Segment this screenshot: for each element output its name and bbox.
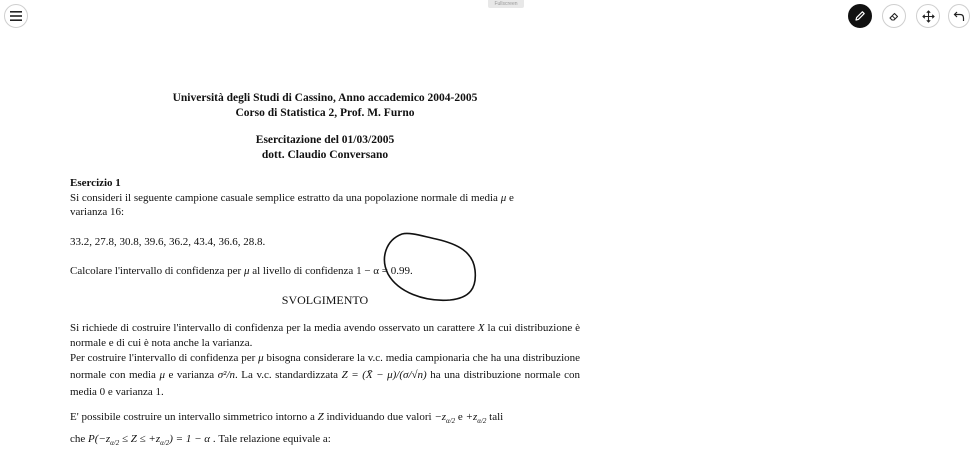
course-line: Corso di Statistica 2, Prof. M. Furno bbox=[235, 106, 415, 119]
undo-button[interactable] bbox=[948, 4, 970, 28]
confidence-formula: 1 − α = 0.99. bbox=[356, 265, 413, 277]
pen-tool-button[interactable] bbox=[848, 4, 872, 28]
question-line: Calcolare l'intervallo di confidenza per μ al livello di confidenza 1 − α = 0.99. bbox=[70, 265, 413, 277]
exercise-title: Esercizio 1 bbox=[70, 177, 121, 189]
fullscreen-tab[interactable]: Fullscreen bbox=[488, 0, 524, 8]
move-icon bbox=[922, 10, 935, 23]
move-tool-button[interactable] bbox=[916, 4, 940, 28]
session-header bbox=[70, 133, 580, 162]
eraser-tool-button[interactable] bbox=[882, 4, 906, 28]
sample-values: 33.2, 27.8, 30.8, 39.6, 36.2, 43.4, 36.6, 28.8. bbox=[70, 236, 266, 248]
pencil-icon bbox=[854, 10, 866, 22]
university-line: Università degli Studi di Cassino, Anno accademico 2004-2005 bbox=[172, 92, 478, 104]
solution-paragraph-2: Per costruire l'intervallo di confidenza per μ bisogna considerare la v.c. media campionaria che ha una distribuzione normale con media μ e varianza σ²/n. La v.c. standardizzata Z = (X̄ − μ)/(σ/√n) ha una distribuzione normale con media 0 e varianza 1. bbox=[70, 352, 581, 398]
solution-paragraph-1: Si richiede di costruire l'intervallo di confidenza per la media avendo osservato un carattere X la cui distribuzione è normale e di cui è nota anche la varianza. bbox=[70, 322, 581, 349]
svolgimento-heading: SVOLGIMENTO bbox=[281, 293, 369, 307]
session-date: Esercitazione del 01/03/2005 bbox=[255, 134, 395, 146]
exercise-text: Si consideri il seguente campione casuale semplice estratto da una popolazione normale di media μ e varianza 16: bbox=[70, 191, 514, 218]
session-author: dott. Claudio Conversano bbox=[261, 148, 389, 161]
course-header bbox=[70, 91, 580, 120]
exercise-block bbox=[70, 176, 580, 220]
menu-button[interactable] bbox=[4, 4, 28, 28]
solution-paragraph-3: E' possibile costruire un intervallo simmetrico intorno a Z individuando due valori $-z_{\alpha/2}$ $e +z_{\alpha/2}$ tali che $P(-z_{\alpha/2} \le Z \le +z_{\alpha/2}) = 1 - \alpha$ . Tale relazione equivale a: bbox=[70, 411, 504, 448]
eraser-icon bbox=[888, 10, 900, 22]
menu-icon bbox=[10, 11, 22, 21]
undo-icon bbox=[953, 10, 965, 22]
